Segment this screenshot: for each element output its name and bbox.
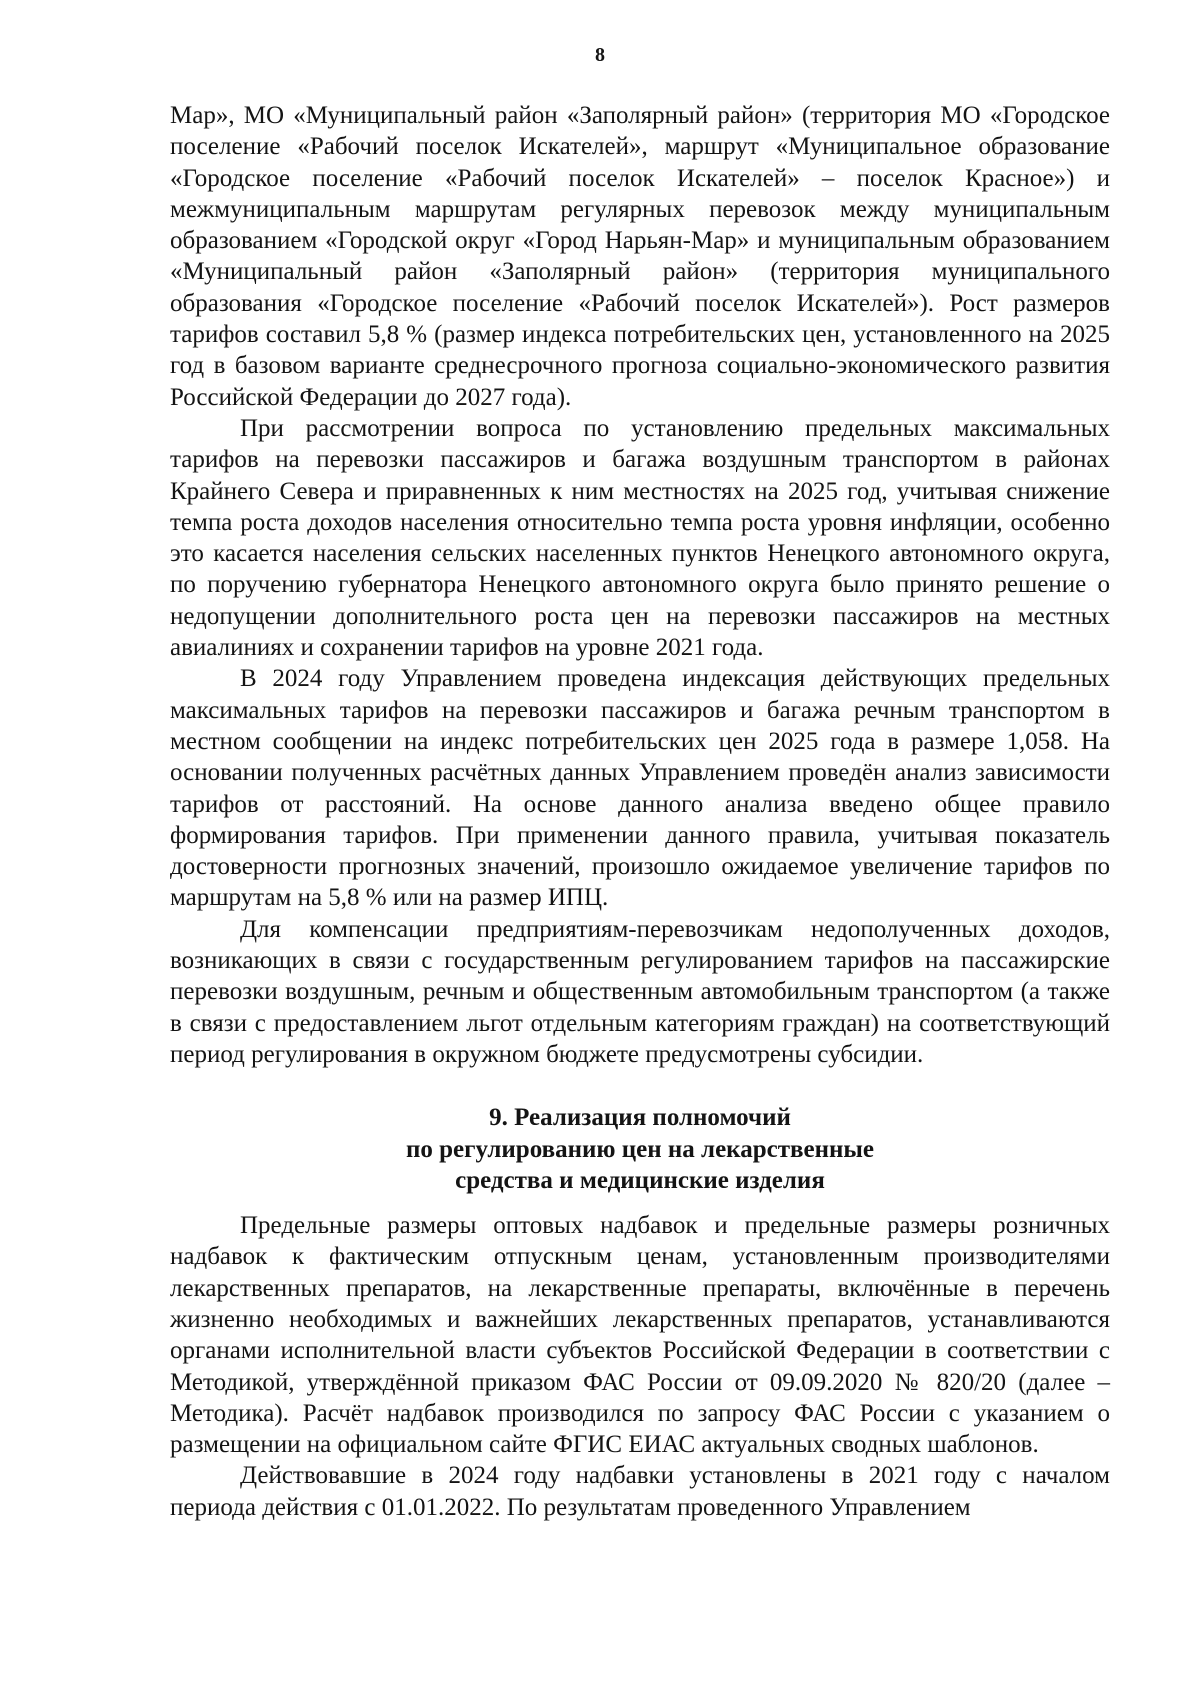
section-heading — [170, 1102, 1110, 1196]
paragraph-subsidies: Для компенсации предприятиям-перевозчикам недополученных доходов, возникающих в связи с государственным регулированием тарифов на пассажирские перевозки воздушным, речным и общественным автомобильным транспортом (а также в связи с предоставлением льгот отдельным категориям граждан) на соответствующий период регулирования в окружном бюджете предусмотрены субсидии. — [170, 915, 1110, 1068]
paragraph-markup-period: Действовавшие в 2024 году надбавки установлены в 2021 году с началом периода действия с 01.01.2022. По результатам проведенного Управлением — [170, 1462, 1110, 1521]
section-heading-line-2: по регулированию цен на лекарственные — [405, 1135, 875, 1163]
paragraph-markup-limits: Предельные размеры оптовых надбавок и предельные размеры розничных надбавок к фактическим отпускным ценам, установленным производителями лекарственных препаратов, на лекарственные препараты, включённые в перечень жизненно необходимых и важнейших лекарственных препаратов, устанавливаются органами исполнительной власти субъектов Российской Федерации в соответствии с Методикой, утверждённой приказом ФАС России от 09.09.2020 № 820/20 (далее – Методика). Расчёт надбавок производился по запросу ФАС России с указанием о размещении на официальном сайте ФГИС ЕИАС актуальных сводных шаблонов. — [170, 1212, 1110, 1459]
paragraph-air-tariffs: При рассмотрении вопроса по установлению предельных максимальных тарифов на перевозки пассажиров и багажа воздушным транспортом в районах Крайнего Севера и приравненных к ним местностях на 2025 год, учитывая снижение темпа роста доходов населения относительно темпа роста уровня инфляции, особенно это касается населения сельских населенных пунктов Ненецкого автономного округа, по поручению губернатора Ненецкого автономного округа было принято решение о недопущении дополнительного роста цен на перевозки пассажиров на местных авиалиниях и сохранении тарифов на уровне 2021 года. — [170, 414, 1110, 662]
paragraph-tariff-growth: Мар», МО «Муниципальный район «Заполярный район» (территория МО «Городское поселение «Рабочий поселок Искателей», маршрут «Муниципальное образование «Городское поселение «Рабочий поселок Искателей» – поселок Красное») и межмуниципальным маршрутам регулярных перевозок между муниципальным образованием «Городской округ «Город Нарьян-Мар» и муниципальным образованием «Муниципальный район «Заполярный район» (территория муниципального образования «Городское поселение «Рабочий поселок Искателей»). Рост размеров тарифов составил 5,8 % (размер индекса потребительских цен, установленного на 2025 год в базовом варианте среднесрочного прогноза социально-экономического развития Российской Федерации до 2027 года). — [170, 102, 1110, 411]
page-number: 8 — [595, 44, 605, 66]
section-heading-line-1: 9. Реализация полномочий — [489, 1104, 791, 1132]
paragraph-river-tariffs: В 2024 году Управлением проведена индексация действующих предельных максимальных тарифов на перевозки пассажиров и багажа речным транспортом в местном сообщении на индекс потребительских цен 2025 года в размере 1,058. На основании полученных расчётных данных Управлением проведён анализ зависимости тарифов от расстояний. На основе данного анализа введено общее правило формирования тарифов. При применении данного правила, учитывая показатель достоверности прогнозных значений, произошло ожидаемое увеличение тарифов по маршрутам на 5,8 % или на размер ИПЦ. — [170, 665, 1110, 912]
section-heading-line-3: средства и медицинские изделия — [455, 1166, 825, 1194]
document-body — [170, 100, 1110, 1523]
